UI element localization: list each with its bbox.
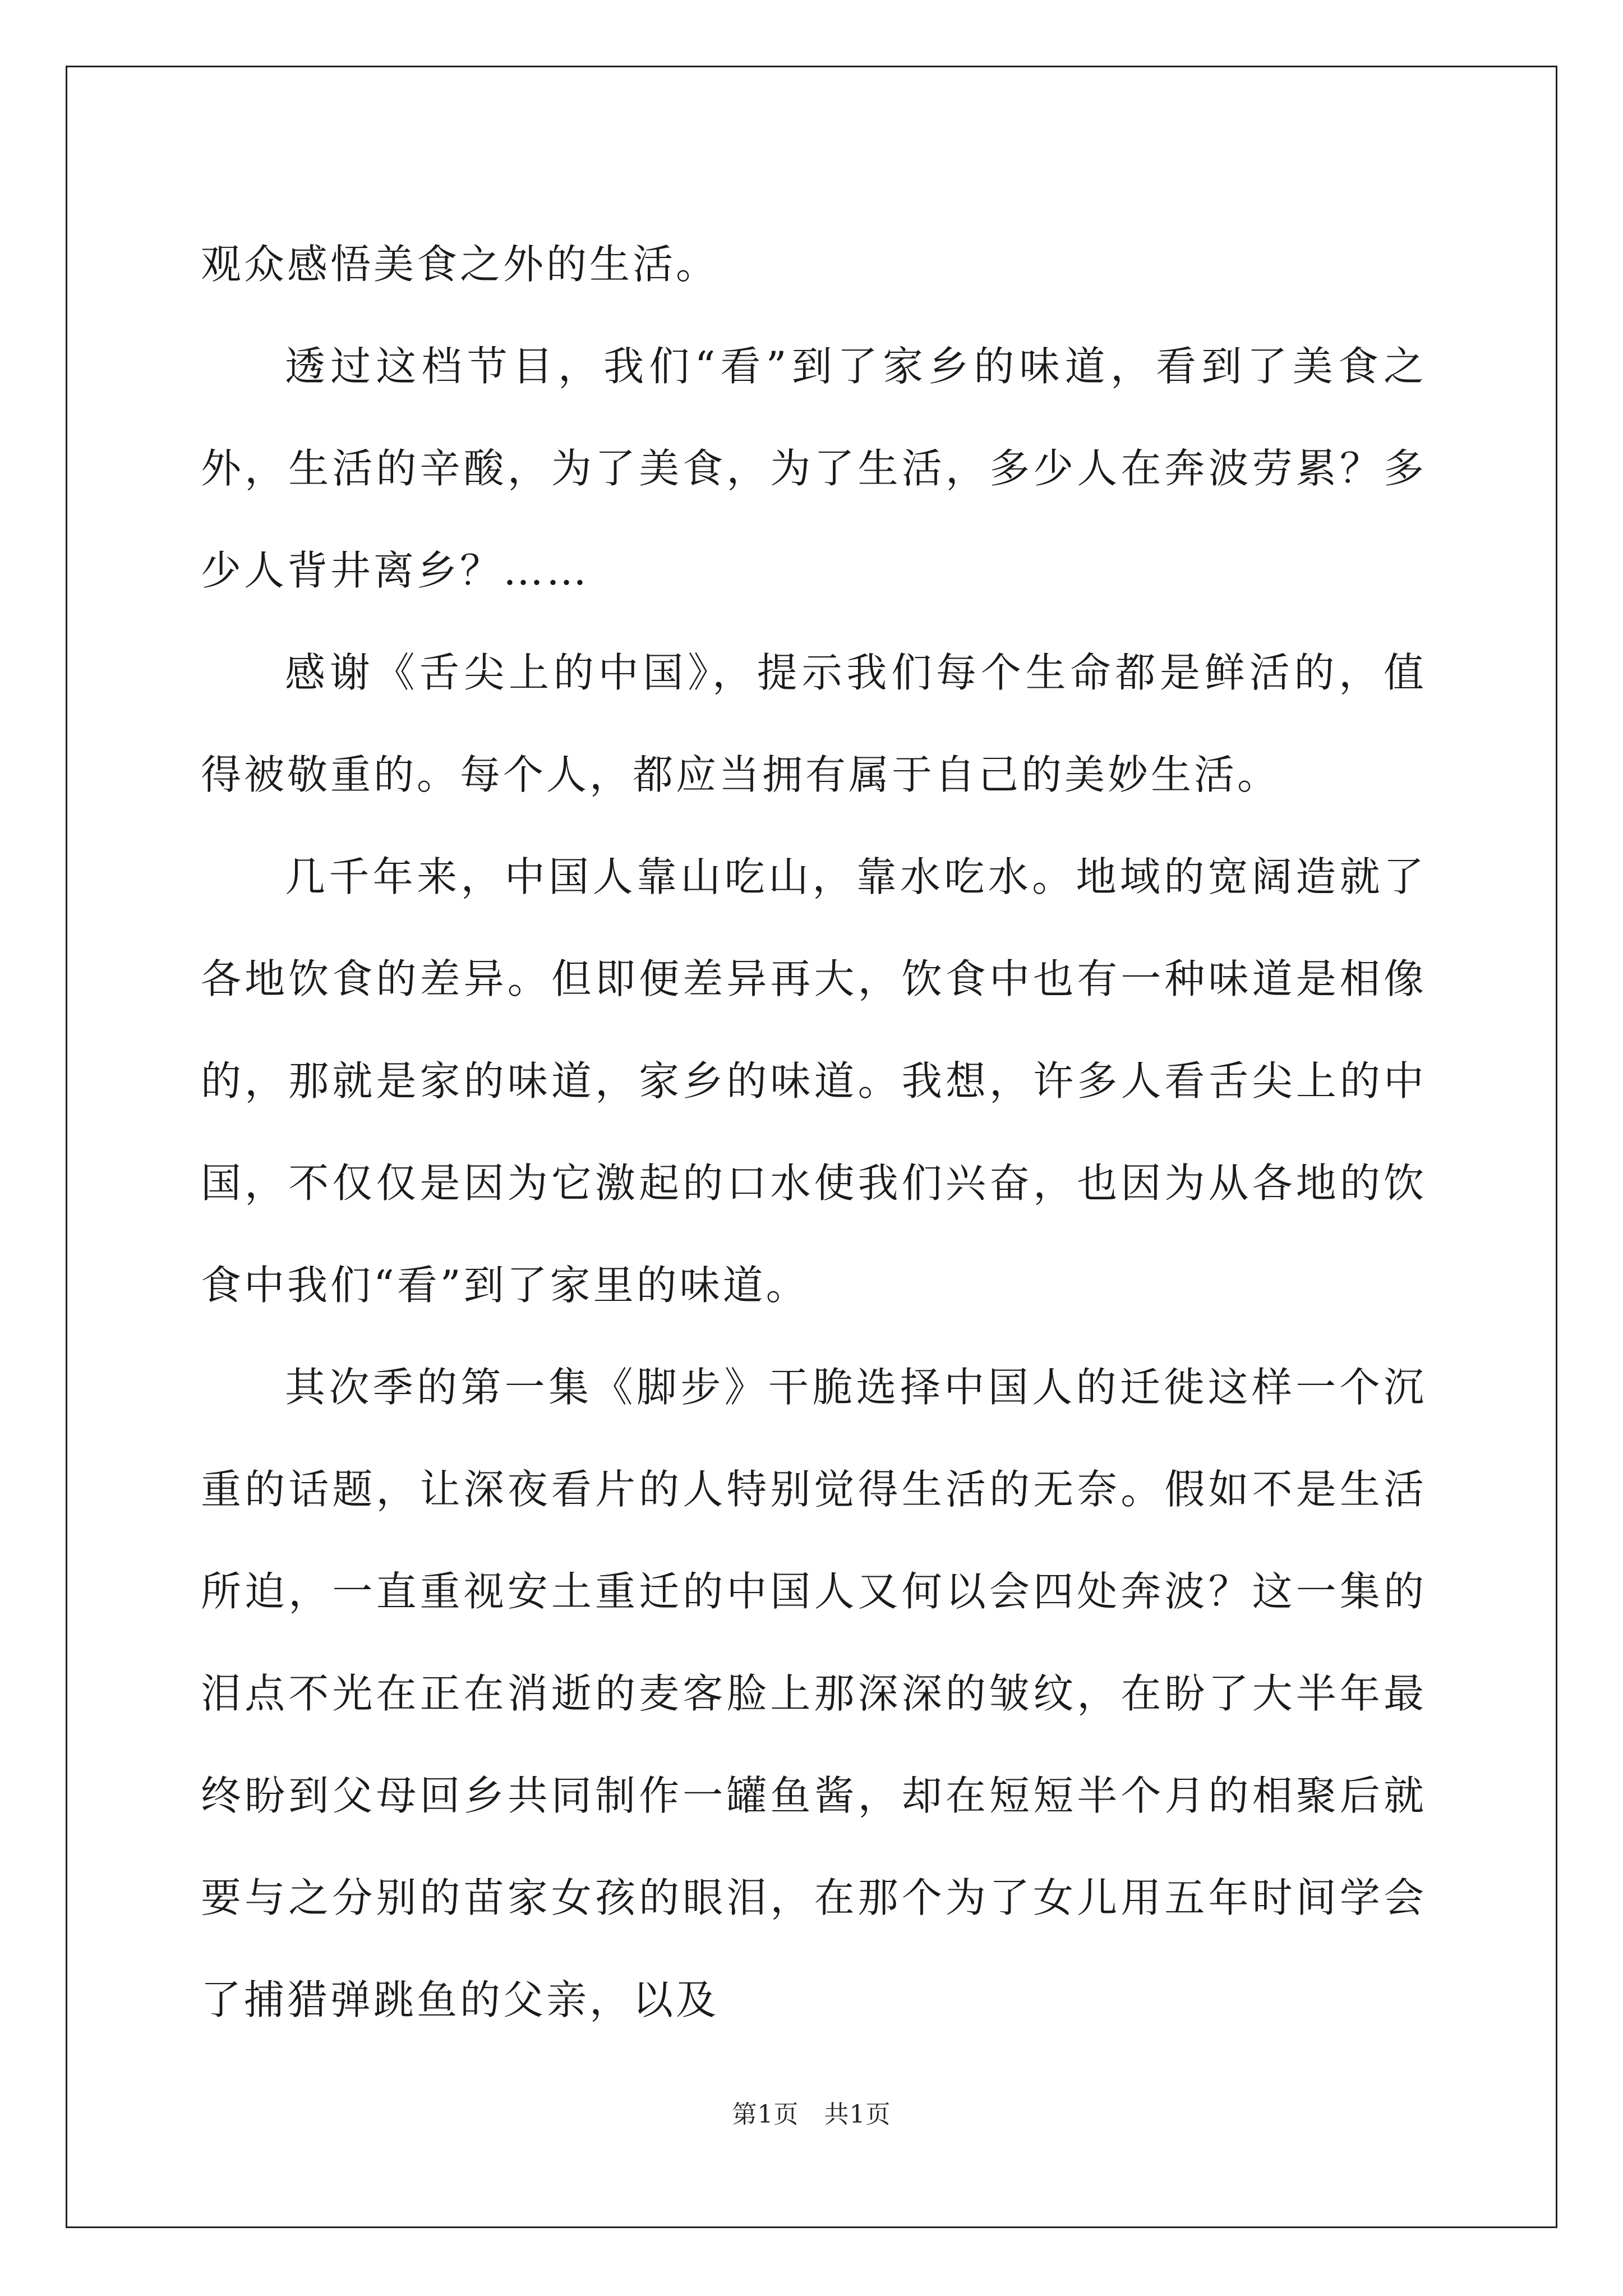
paragraph-1: 观众感悟美食之外的生活。	[201, 241, 720, 288]
paragraph-5: 其次季的第一集《脚步》干脆选择中国人的迁徙这样一个沉重的话题，让深夜看片的人特别觉得生活的无奈。假如不是生活所迫，一直重视安土重迁的中国人又何以会四处奔波？这一集的泪点不光在正在消逝的麦客脸上那深深的皱纹，在盼了大半年最终盼到父母回乡共同制作一罐鱼酱，却在短短半个月的相聚后就要与之分别的苗家女孩的眼泪，在那个为了女儿用五年时间学会了捕猎弹跳鱼的父亲，以及	[201, 1364, 1427, 2023]
paragraph-3: 感谢《舌尖上的中国》，提示我们每个生命都是鲜活的，值得被敬重的。每个人，都应当拥有属于自己的美妙生活。	[201, 649, 1427, 798]
paragraph-2: 透过这档节目，我们“看”到了家乡的味道，看到了美食之外，生活的辛酸，为了美食，为了生活，多少人在奔波劳累？多少人背井离乡？……	[201, 343, 1427, 594]
document-body	[201, 213, 1427, 2051]
page-number: 第1页	[732, 2100, 799, 2129]
page-footer	[0, 2098, 1623, 2132]
paragraph-4: 几千年来，中国人靠山吃山，靠水吃水。地域的宽阔造就了各地饮食的差异。但即便差异再大，饮食中也有一种味道是相像的，那就是家的味道，家乡的味道。我想，许多人看舌尖上的中国，不仅仅是因为它激起的口水使我们兴奋，也因为从各地的饮食中我们“看”到了家里的味道。	[201, 853, 1427, 1309]
page-total: 共1页	[824, 2100, 891, 2129]
